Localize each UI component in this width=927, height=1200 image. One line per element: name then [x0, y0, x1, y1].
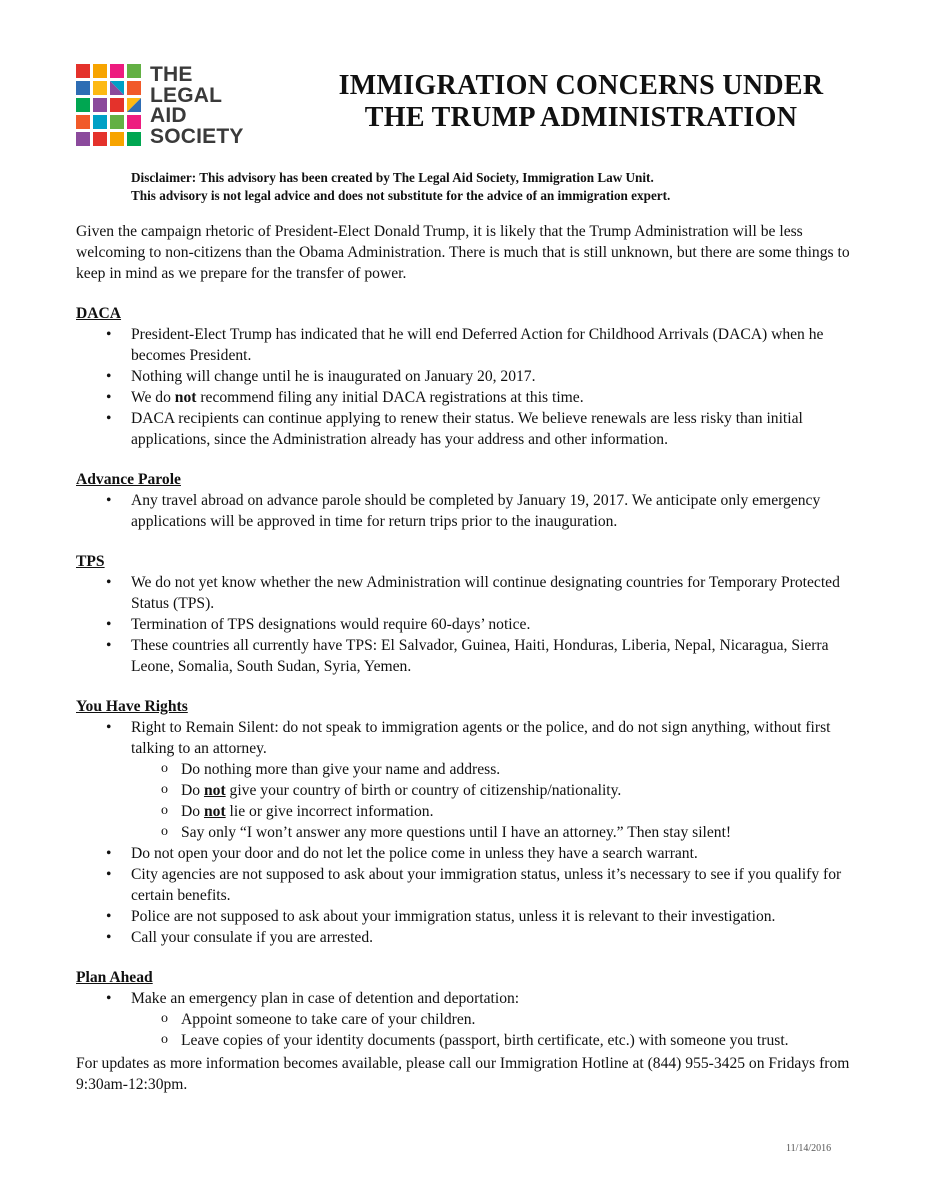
plan-sublist	[131, 1009, 856, 1051]
list-item: • Do not open your door and do not let the police come in unless they have a search warrant.	[131, 843, 856, 864]
list-item: • Any travel abroad on advance parole should be completed by January 19, 2017. We anticipate only emergency applications will be approved in time for return trips prior to the inauguration.	[131, 490, 856, 532]
page-title	[286, 70, 876, 134]
emphasis: not	[174, 389, 197, 406]
sub-list-item: o Do nothing more than give your name and address.	[181, 759, 856, 780]
silence-sublist	[131, 759, 856, 843]
text-segment: lie or give incorrect information.	[225, 803, 434, 820]
list-item: • Termination of TPS designations would require 60-days’ notice.	[131, 614, 856, 635]
logo-line-3: AID	[150, 104, 187, 127]
legal-aid-society-logo	[76, 64, 266, 154]
list-item	[131, 717, 856, 843]
daca-list	[76, 324, 856, 450]
list-item	[131, 988, 856, 1051]
list-item: • These countries all currently have TPS: El Salvador, Guinea, Haiti, Honduras, Liberia, Nepal, Nicaragua, Sierra Leone, Somalia, South Sudan, Syria, Yemen.	[131, 635, 856, 677]
text-segment: Make an emergency plan in case of detention and deportation:	[131, 990, 520, 1007]
tps-list	[76, 572, 856, 677]
text-segment: Do	[181, 782, 204, 799]
tps-heading: TPS	[76, 553, 105, 570]
list-item: • City agencies are not supposed to ask about your immigration status, unless it’s necessary to see if you qualify for certain benefits.	[131, 864, 856, 906]
daca-heading: DACA	[76, 305, 122, 322]
list-item	[131, 387, 856, 408]
advisory-body	[76, 221, 856, 1095]
disclaimer-line-1: Disclaimer: This advisory has been created by The Legal Aid Society, Immigration Law Unit.	[131, 170, 654, 185]
sub-list-item	[181, 780, 856, 801]
text-segment: Do	[181, 803, 204, 820]
list-item: • We do not yet know whether the new Administration will continue designating countries for Temporary Protected Status (TPS).	[131, 572, 856, 614]
disclaimer-line-2: This advisory is not legal advice and does not substitute for the advice of an immigration expert.	[131, 188, 671, 203]
closing-paragraph: For updates as more information becomes available, please call our Immigration Hotline at (844) 955-3425 on Fridays from 9:30am-12:30pm.	[76, 1055, 850, 1093]
advance-parole-list	[76, 490, 856, 532]
disclaimer	[131, 169, 851, 205]
text-segment: give your country of birth or country of citizenship/nationality.	[225, 782, 622, 799]
logo-mosaic-icon	[76, 64, 142, 150]
sub-list-item: o Say only “I won’t answer any more questions until I have an attorney.” Then stay silent!	[181, 822, 856, 843]
list-item: • Police are not supposed to ask about your immigration status, unless it is relevant to their investigation.	[131, 906, 856, 927]
emphasis: not	[203, 782, 226, 799]
text-segment: We do	[131, 389, 175, 406]
intro-paragraph: Given the campaign rhetoric of President-Elect Donald Trump, it is likely that the Trump Administration will be less welcoming to non-citizens than the Obama Administration. There is much that is still unknown, but there are some things to keep in mind as we prepare for the transfer of power.	[76, 223, 850, 282]
text-segment: Right to Remain Silent: do not speak to immigration agents or the police, and do not sign anything, without first talking to an attorney.	[131, 719, 831, 757]
list-item: • Call your consulate if you are arrested.	[131, 927, 856, 948]
rights-heading: You Have Rights	[76, 698, 188, 715]
sub-list-item: o Appoint someone to take care of your children.	[181, 1009, 856, 1030]
rights-list	[76, 717, 856, 948]
text-segment: recommend filing any initial DACA registrations at this time.	[196, 389, 584, 406]
logo-wordmark	[150, 65, 244, 147]
document-date: 11/14/2016	[786, 1143, 832, 1154]
emphasis: not	[203, 803, 226, 820]
title-line-1: IMMIGRATION CONCERNS UNDER	[338, 70, 824, 101]
list-item: • President-Elect Trump has indicated that he will end Deferred Action for Childhood Arrivals (DACA) when he becomes President.	[131, 324, 856, 366]
list-item: • DACA recipients can continue applying to renew their status. We believe renewals are less risky than initial applications, since the Administration already has your address and other information.	[131, 408, 856, 450]
plan-ahead-heading: Plan Ahead	[76, 969, 153, 986]
logo-line-1: THE	[150, 63, 193, 86]
sub-list-item	[181, 801, 856, 822]
title-line-2: THE TRUMP ADMINISTRATION	[364, 102, 798, 133]
sub-list-item: o Leave copies of your identity documents (passport, birth certificate, etc.) with someone you trust.	[181, 1030, 856, 1051]
logo-line-4: SOCIETY	[150, 124, 244, 148]
advance-parole-heading: Advance Parole	[76, 471, 181, 488]
logo-line-2: LEGAL	[150, 83, 223, 107]
plan-ahead-list	[76, 988, 856, 1051]
list-item: • Nothing will change until he is inaugurated on January 20, 2017.	[131, 366, 856, 387]
